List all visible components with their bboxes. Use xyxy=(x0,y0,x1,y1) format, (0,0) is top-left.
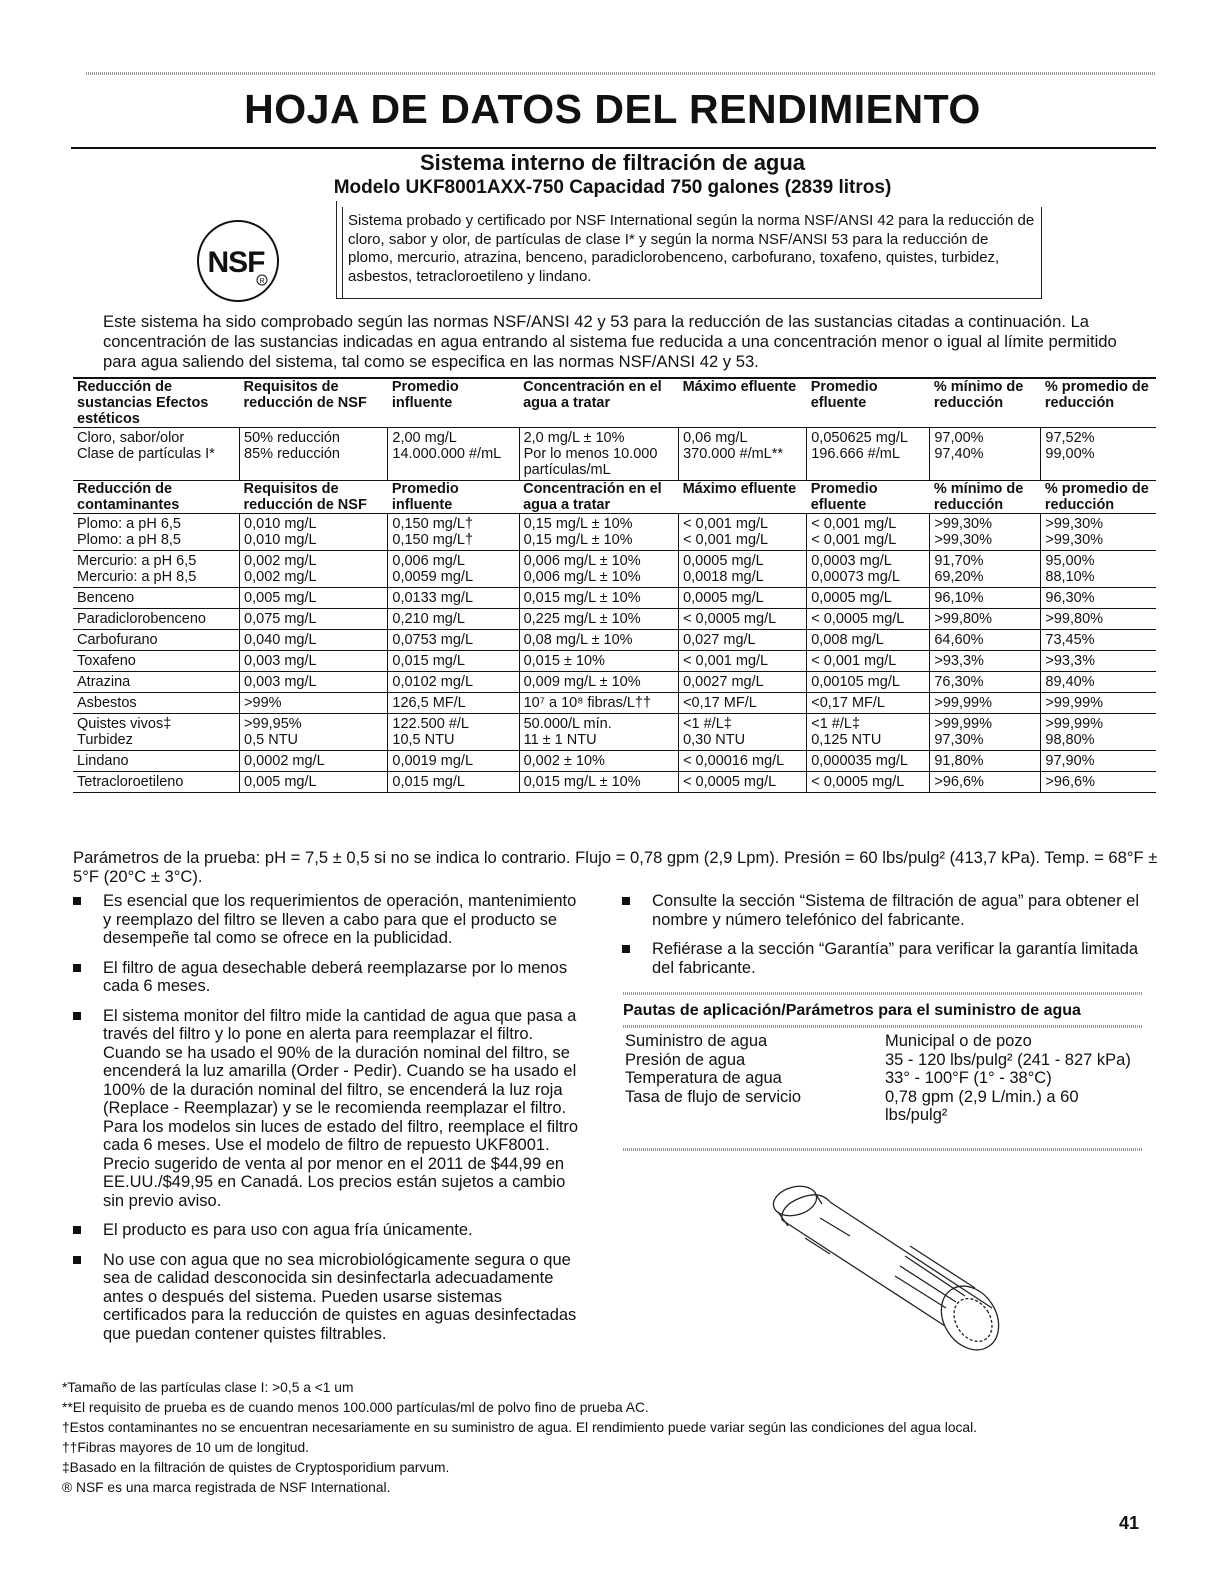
table-header-cell: % mínimo de reducción xyxy=(930,481,1041,514)
table-header-cell: Requisitos de reducción de NSF xyxy=(240,378,388,428)
table-cell: 0,015 mg/L ± 10% xyxy=(519,772,678,793)
table-cell: Lindano xyxy=(73,751,240,772)
table-row xyxy=(73,428,1156,481)
table-header-cell: Reducción de sustancias Efectos estéticos xyxy=(73,378,240,428)
guideline-label: Tasa de flujo de servicio xyxy=(625,1087,802,1106)
table-row xyxy=(73,772,1156,793)
table-cell: 0,002 mg/L 0,002 mg/L xyxy=(240,551,388,588)
right-bullet-list xyxy=(622,892,1142,988)
table-cell: 64,60% xyxy=(930,630,1041,651)
guideline-value: 0,78 gpm (2,9 L/min.) a 60 lbs/pulg² xyxy=(885,1087,1079,1124)
page-number: 41 xyxy=(1119,1513,1140,1533)
guideline-value: 33° - 100°F (1° - 38°C) xyxy=(885,1069,1052,1087)
table-cell: 96,30% xyxy=(1041,588,1156,609)
table-cell: 0,0027 mg/L xyxy=(679,672,807,693)
table-cell: 0,015 ± 10% xyxy=(519,651,678,672)
table-cell: 0,040 mg/L xyxy=(240,630,388,651)
table-header-cell: Máximo efluente xyxy=(679,481,807,514)
table-cell: < 0,001 mg/L < 0,001 mg/L xyxy=(807,514,930,551)
table-cell: <1 #/L‡ 0,30 NTU xyxy=(679,714,807,751)
table-cell: <1 #/L‡ 0,125 NTU xyxy=(807,714,930,751)
footnote: ‡Basado en la filtración de quistes de Cryptosporidium parvum. xyxy=(62,1460,450,1475)
table-cell: 0,210 mg/L xyxy=(388,609,519,630)
table-header-cell: Reducción de contaminantes xyxy=(73,481,240,514)
nsf-logo xyxy=(195,218,281,304)
top-dotted-rule xyxy=(86,72,1156,75)
footnote: †Estos contaminantes no se encuentran necesariamente en su suministro de agua. El rendimiento puede variar según las condiciones del agua local. xyxy=(62,1420,977,1435)
performance-table xyxy=(73,377,1156,793)
table-cell: 0,08 mg/L ± 10% xyxy=(519,630,678,651)
table-cell: 0,0005 mg/L xyxy=(679,588,807,609)
table-cell: Quistes vivos‡ Turbidez xyxy=(73,714,240,751)
table-cell: Benceno xyxy=(73,588,240,609)
bullet-square-icon xyxy=(622,897,630,905)
guidelines-top-rule xyxy=(623,992,1143,995)
bullet-item: Es esencial que los requerimientos de operación, mantenimiento y reemplazo del filtro se lleven a cabo para que el producto se desempeñe tal como se ofrece en la publicidad. xyxy=(73,892,588,948)
table-header-contaminants xyxy=(73,481,1156,514)
table-cell: 122.500 #/L 10,5 NTU xyxy=(388,714,519,751)
table-cell: 0,0019 mg/L xyxy=(388,751,519,772)
table-cell: 0,006 mg/L 0,0059 mg/L xyxy=(388,551,519,588)
bullet-item: El sistema monitor del filtro mide la cantidad de agua que pasa a través del filtro y lo pone en alerta para reemplazar el filtro. Cuando se ha usado el 90% de la duración nominal del filtro, se encenderá la luz amarilla (Order - Pedir). Cuando se ha usado el 100% de la duración nominal del filtro, se encenderá la luz roja (Replace - Reemplazar) y se le recomienda reemplazar el filtro. Para los modelos sin luces de estado del filtro, reemplace el filtro cada 6 meses. Use el modelo de filtro de repuesto UKF8001. Precio sugerido de venta al por menor en el 2011 de $44,99 en EE.UU./$49,95 en Canadá. Los precios están sujetos a cambio sin previo aviso. xyxy=(73,1007,588,1211)
table-cell: 0,006 mg/L ± 10% 0,006 mg/L ± 10% xyxy=(519,551,678,588)
table-cell: Paradiclorobenceno xyxy=(73,609,240,630)
table-row xyxy=(73,693,1156,714)
table-cell: 91,70% 69,20% xyxy=(930,551,1041,588)
guidelines-bottom-rule xyxy=(623,1148,1143,1151)
table-cell: 0,000035 mg/L xyxy=(807,751,930,772)
table-row xyxy=(73,651,1156,672)
table-cell: 0,015 mg/L ± 10% xyxy=(519,588,678,609)
table-cell: 2,00 mg/L 14.000.000 #/mL xyxy=(388,428,519,481)
table-cell: >99,30% >99,30% xyxy=(1041,514,1156,551)
table-cell: 73,45% xyxy=(1041,630,1156,651)
table-cell: >93,3% xyxy=(930,651,1041,672)
table-cell: < 0,001 mg/L xyxy=(679,651,807,672)
table-cell: >99,99% 97,30% xyxy=(930,714,1041,751)
table-cell: < 0,001 mg/L < 0,001 mg/L xyxy=(679,514,807,551)
table-cell: < 0,00016 mg/L xyxy=(679,751,807,772)
guidelines-table xyxy=(625,1032,1145,1125)
table-cell: 76,30% xyxy=(930,672,1041,693)
table-cell: < 0,0005 mg/L xyxy=(679,772,807,793)
table-header-cell: Promedio influente xyxy=(388,378,519,428)
table-cell: 50% reducción 85% reducción xyxy=(240,428,388,481)
table-row xyxy=(73,672,1156,693)
table-cell: 0,003 mg/L xyxy=(240,651,388,672)
table-row xyxy=(73,751,1156,772)
bullet-item: El producto es para uso con agua fría únicamente. xyxy=(73,1221,588,1240)
table-header-cell: Requisitos de reducción de NSF xyxy=(240,481,388,514)
table-cell: < 0,0005 mg/L xyxy=(807,609,930,630)
bullet-item: No use con agua que no sea microbiológicamente segura o que sea de calidad desconocida sin desinfectarla adecuadamente antes o después del sistema. Pueden usarse sistemas certificados para la reducción de quistes en aguas desinfectadas que puedan contener quistes filtrables. xyxy=(73,1251,588,1344)
footnotes xyxy=(62,1378,1182,1498)
left-bullet-list xyxy=(73,892,588,1354)
table-cell: 97,52% 99,00% xyxy=(1041,428,1156,481)
table-cell: 126,5 MF/L xyxy=(388,693,519,714)
table-header-cell: % mínimo de reducción xyxy=(930,378,1041,428)
footnote: *Tamaño de las partículas clase I: >0,5 a <1 um xyxy=(62,1380,354,1395)
guidelines-values xyxy=(885,1032,1145,1125)
table-row xyxy=(73,609,1156,630)
table-cell: >99% xyxy=(240,693,388,714)
table-cell: Tetracloroetileno xyxy=(73,772,240,793)
table-cell: 0,005 mg/L xyxy=(240,772,388,793)
bullet-square-icon xyxy=(73,1226,81,1234)
table-cell: < 0,0005 mg/L xyxy=(807,772,930,793)
table-cell: 97,90% xyxy=(1041,751,1156,772)
table-header-cell: Promedio efluente xyxy=(807,378,930,428)
table-cell: 0,0005 mg/L xyxy=(807,588,930,609)
table-row xyxy=(73,551,1156,588)
table-cell: 0,008 mg/L xyxy=(807,630,930,651)
guideline-value: 35 - 120 lbs/pulg² (241 - 827 kPa) xyxy=(885,1050,1131,1069)
table-cell: 97,00% 97,40% xyxy=(930,428,1041,481)
table-cell: 0,0003 mg/L 0,00073 mg/L xyxy=(807,551,930,588)
table-cell: <0,17 MF/L xyxy=(679,693,807,714)
table-cell: Toxafeno xyxy=(73,651,240,672)
table-cell: >99,99% xyxy=(1041,693,1156,714)
page-title: HOJA DE DATOS DEL RENDIMIENTO xyxy=(244,86,981,132)
table-cell: Cloro, sabor/olor Clase de partículas I* xyxy=(73,428,240,481)
title-rule xyxy=(71,147,1156,149)
guidelines-title-rule xyxy=(623,1025,1143,1028)
bullet-square-icon xyxy=(73,897,81,905)
table-header-cell: % promedio de reducción xyxy=(1041,378,1156,428)
table-row xyxy=(73,514,1156,551)
model-capacity: Modelo UKF8001AXX-750 Capacidad 750 galones (2839 litros) xyxy=(333,177,892,198)
table-cell: Carbofurano xyxy=(73,630,240,651)
svg-text:R: R xyxy=(259,278,265,285)
table-cell: >99,30% >99,30% xyxy=(930,514,1041,551)
table-cell: 0,0102 mg/L xyxy=(388,672,519,693)
table-cell: Mercurio: a pH 6,5 Mercurio: a pH 8,5 xyxy=(73,551,240,588)
bullet-square-icon xyxy=(622,945,630,953)
table-cell: < 0,0005 mg/L xyxy=(679,609,807,630)
table-cell: >99,99% xyxy=(930,693,1041,714)
table-cell: 0,015 mg/L xyxy=(388,772,519,793)
table-cell: < 0,001 mg/L xyxy=(807,651,930,672)
guidelines-title: Pautas de aplicación/Parámetros para el suministro de agua xyxy=(623,1002,1081,1019)
test-parameters: Parámetros de la prueba: pH = 7,5 ± 0,5 si no se indica lo contrario. Flujo = 0,78 gpm (2,9 Lpm). Presión = 60 lbs/pulg² (413,7 kPa). Temp. = 68°F ± 5°F (20°C ± 3°C). xyxy=(73,848,1158,886)
bullet-item: Consulte la sección “Sistema de filtración de agua” para obtener el nombre y número telefónico del fabricante. xyxy=(622,892,1142,929)
table-cell: 0,003 mg/L xyxy=(240,672,388,693)
table-cell: 89,40% xyxy=(1041,672,1156,693)
intro-paragraph: Este sistema ha sido comprobado según las normas NSF/ANSI 42 y 53 para la reducción de las sustancias citadas a continuación. La concentración de las sustancias indicadas en agua entrando al sistema fue reducida a una concentración menor o igual al límite permitido para agua saliendo del sistema, tal como se especifica en las normas NSF/ANSI 42 y 53. xyxy=(103,312,1117,371)
bullet-square-icon xyxy=(73,964,81,972)
table-header-cell: Concentración en el agua a tratar xyxy=(519,378,678,428)
table-row xyxy=(73,588,1156,609)
table-header-cell: Máximo efluente xyxy=(679,378,807,428)
guideline-label: Presión de agua xyxy=(625,1050,746,1069)
section-subtitle: Sistema interno de filtración de agua xyxy=(419,150,806,175)
table-cell: 0,050625 mg/L 196.666 #/mL xyxy=(807,428,930,481)
table-cell: >93,3% xyxy=(1041,651,1156,672)
table-cell: 0,15 mg/L ± 10% 0,15 mg/L ± 10% xyxy=(519,514,678,551)
guideline-label: Suministro de agua xyxy=(625,1032,768,1050)
table-cell: 0,06 mg/L 370.000 #/mL** xyxy=(679,428,807,481)
table-cell: >99,80% xyxy=(1041,609,1156,630)
table-header-cell: % promedio de reducción xyxy=(1041,481,1156,514)
bullet-square-icon xyxy=(73,1012,81,1020)
table-cell: >99,99% 98,80% xyxy=(1041,714,1156,751)
table-cell: Asbestos xyxy=(73,693,240,714)
table-header-cell: Promedio influente xyxy=(388,481,519,514)
table-cell: 0,225 mg/L ± 10% xyxy=(519,609,678,630)
table-header-cell: Promedio efluente xyxy=(807,481,930,514)
footnote: ® NSF es una marca registrada de NSF International. xyxy=(62,1480,391,1495)
table-cell: <0,17 MF/L xyxy=(807,693,930,714)
nsf-logo-text: NSF xyxy=(207,246,265,279)
table-cell: 96,10% xyxy=(930,588,1041,609)
table-cell: 50.000/L mín. 11 ± 1 NTU xyxy=(519,714,678,751)
table-cell: Plomo: a pH 6,5 Plomo: a pH 8,5 xyxy=(73,514,240,551)
table-header-aesthetic xyxy=(73,378,1156,428)
table-cell: 0,075 mg/L xyxy=(240,609,388,630)
water-filter-illustration xyxy=(760,1168,1020,1358)
table-cell: 0,0753 mg/L xyxy=(388,630,519,651)
table-cell: 0,005 mg/L xyxy=(240,588,388,609)
table-row xyxy=(73,714,1156,751)
table-cell: >96,6% xyxy=(1041,772,1156,793)
bullet-item: Refiérase a la sección “Garantía” para verificar la garantía limitada del fabricante. xyxy=(622,940,1142,977)
table-cell: 95,00% 88,10% xyxy=(1041,551,1156,588)
table-row xyxy=(73,630,1156,651)
table-cell: 0,0133 mg/L xyxy=(388,588,519,609)
table-cell: >99,95% 0,5 NTU xyxy=(240,714,388,751)
table-cell: 0,002 ± 10% xyxy=(519,751,678,772)
table-cell: 0,027 mg/L xyxy=(679,630,807,651)
guidelines-labels xyxy=(625,1032,885,1125)
table-cell: 0,010 mg/L 0,010 mg/L xyxy=(240,514,388,551)
table-cell: 0,015 mg/L xyxy=(388,651,519,672)
table-cell: >96,6% xyxy=(930,772,1041,793)
table-cell: 0,00105 mg/L xyxy=(807,672,930,693)
table-cell: >99,80% xyxy=(930,609,1041,630)
table-header-cell: Concentración en el agua a tratar xyxy=(519,481,678,514)
table-cell: Atrazina xyxy=(73,672,240,693)
bullet-item: El filtro de agua desechable deberá reemplazarse por lo menos cada 6 meses. xyxy=(73,959,588,996)
footnote: **El requisito de prueba es de cuando menos 100.000 partículas/ml de polvo fino de prueba AC. xyxy=(62,1400,649,1415)
table-cell: 0,0002 mg/L xyxy=(240,751,388,772)
table-cell: 0,009 mg/L ± 10% xyxy=(519,672,678,693)
table-cell: 2,0 mg/L ± 10% Por lo menos 10.000 partículas/mL xyxy=(519,428,678,481)
table-cell: 10⁷ a 10⁸ fibras/L†† xyxy=(519,693,678,714)
certification-box: Sistema probado y certificado por NSF International según la norma NSF/ANSI 42 para la reducción de cloro, sabor y olor, de partículas de clase I* y según la norma NSF/ANSI 53 para la reducción de plomo, mercurio, atrazina, benceno, paradiclorobenceno, carbofurano, toxafeno, quistes, turbidez, asbestos, tetracloroetileno y lindano. xyxy=(342,207,1042,299)
table-cell: 0,0005 mg/L 0,0018 mg/L xyxy=(679,551,807,588)
guideline-label: Temperatura de agua xyxy=(625,1069,782,1087)
table-cell: 91,80% xyxy=(930,751,1041,772)
table-cell: 0,150 mg/L† 0,150 mg/L† xyxy=(388,514,519,551)
footnote: ††Fibras mayores de 10 um de longitud. xyxy=(62,1440,309,1455)
bullet-square-icon xyxy=(73,1256,81,1264)
guideline-value: Municipal o de pozo xyxy=(885,1032,1032,1050)
